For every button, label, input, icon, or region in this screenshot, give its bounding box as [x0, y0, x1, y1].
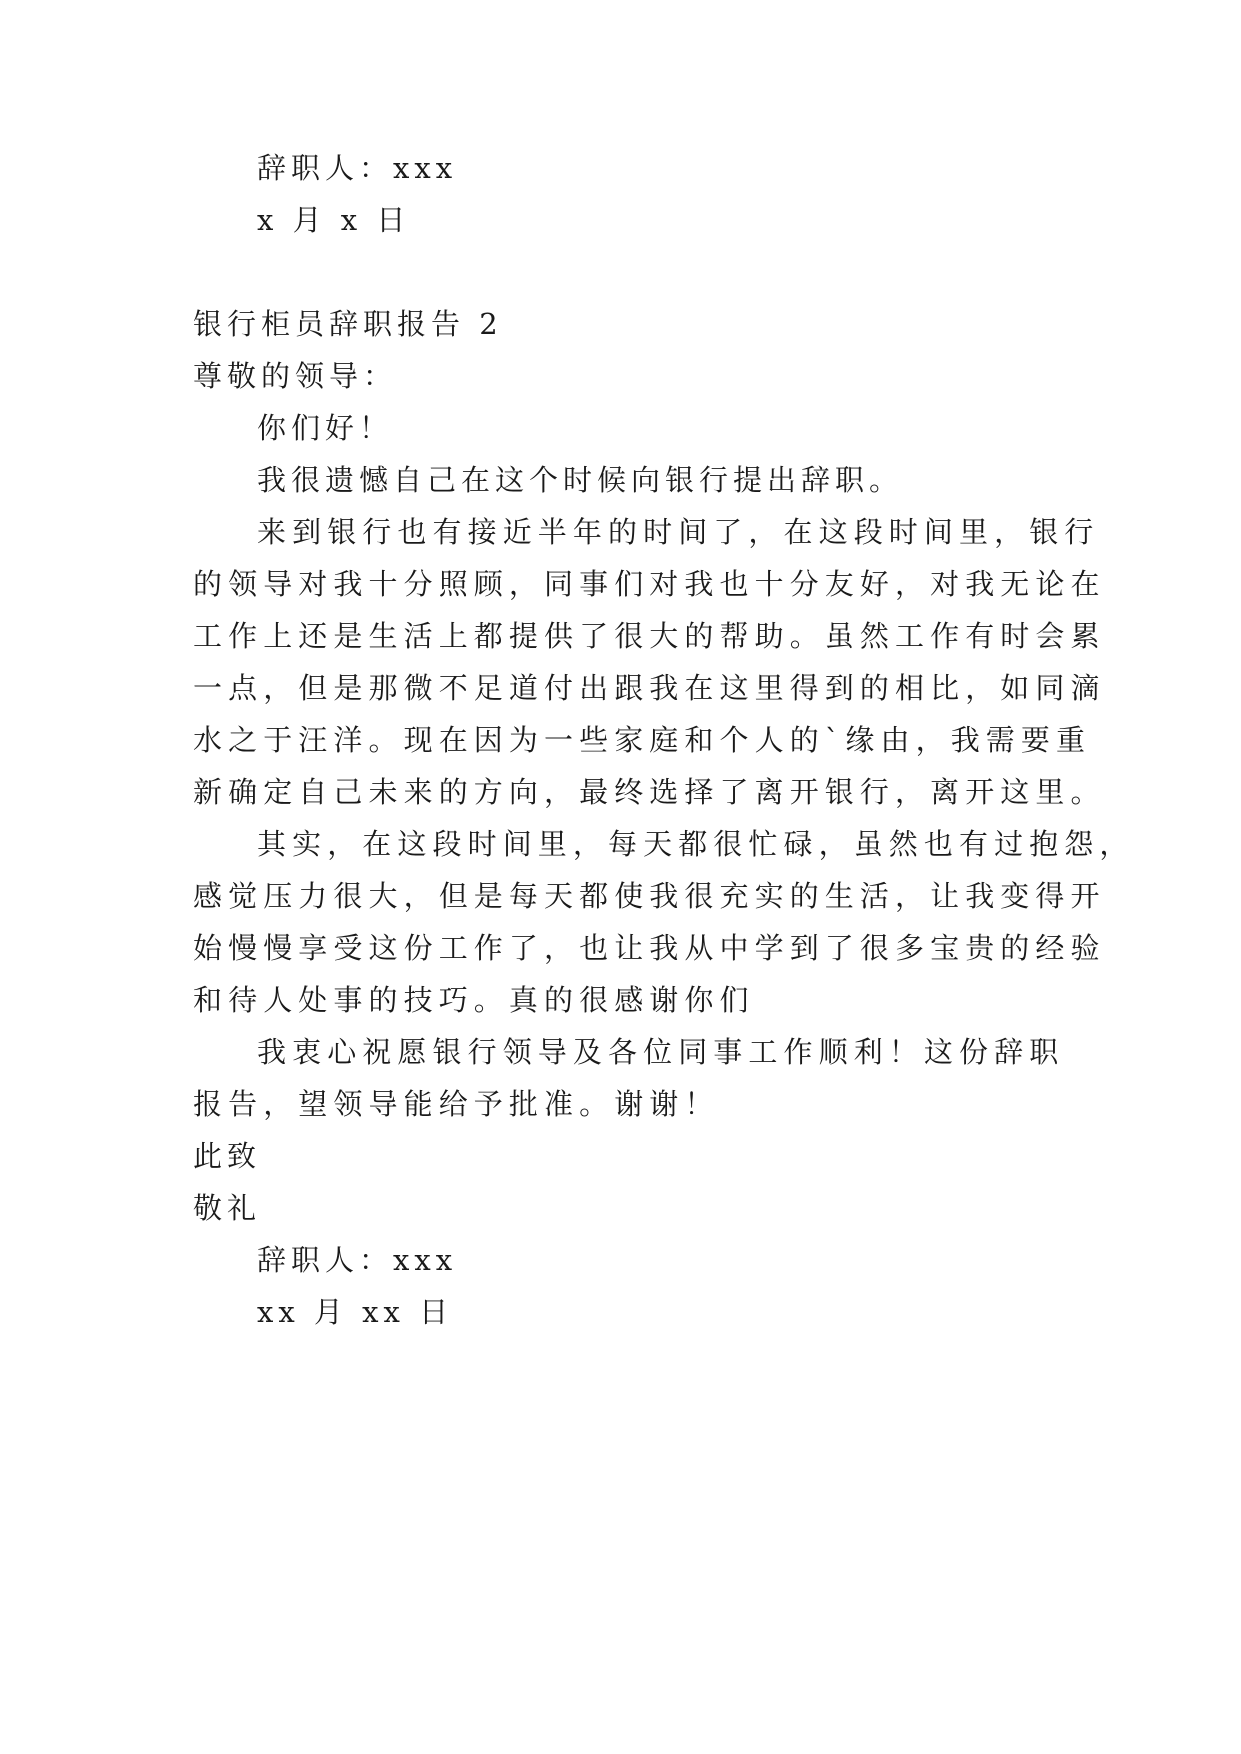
paragraph-3-line: 始慢慢享受这份工作了，也让我从中学到了很多宝贵的经验 [193, 931, 1106, 965]
document-title: 银行柜员辞职报告 2 [193, 307, 503, 341]
paragraph-2-line: 水之于汪洋。现在因为一些家庭和个人的`缘由，我需要重 [193, 723, 1092, 757]
date-line: xx 月 xx 日 [257, 1295, 454, 1329]
closing-line-2: 敬礼 [193, 1191, 262, 1225]
paragraph-3-line: 其实，在这段时间里，每天都很忙碌，虽然也有过抱怨， [257, 827, 1135, 861]
resigner-line: 辞职人：xxx [257, 1243, 458, 1277]
paragraph-2-line: 的领导对我十分照顾，同事们对我也十分友好，对我无论在 [193, 567, 1106, 601]
paragraph-2-line: 来到银行也有接近半年的时间了，在这段时间里，银行 [257, 515, 1100, 549]
closing-line-1: 此致 [193, 1139, 262, 1173]
paragraph-1: 我很遗憾自己在这个时候向银行提出辞职。 [257, 463, 904, 497]
paragraph-3-line: 感觉压力很大，但是每天都使我很充实的生活，让我变得开 [193, 879, 1106, 913]
paragraph-2-line: 工作上还是生活上都提供了很大的帮助。虽然工作有时会累 [193, 619, 1106, 653]
salutation: 尊敬的领导： [193, 359, 398, 393]
previous-resigner-line: 辞职人：xxx [257, 151, 458, 185]
paragraph-4-line: 我衷心祝愿银行领导及各位同事工作顺利！这份辞职 [257, 1035, 1065, 1069]
paragraph-2-line: 一点，但是那微不足道付出跟我在这里得到的相比，如同滴 [193, 671, 1106, 705]
greeting: 你们好！ [257, 411, 394, 445]
paragraph-3-line: 和待人处事的技巧。真的很感谢你们 [193, 983, 755, 1017]
previous-date-line: x 月 x 日 [257, 203, 411, 237]
paragraph-4-line: 报告，望领导能给予批准。谢谢！ [193, 1087, 720, 1121]
paragraph-2-line: 新确定自己未来的方向，最终选择了离开银行，离开这里。 [193, 775, 1106, 809]
